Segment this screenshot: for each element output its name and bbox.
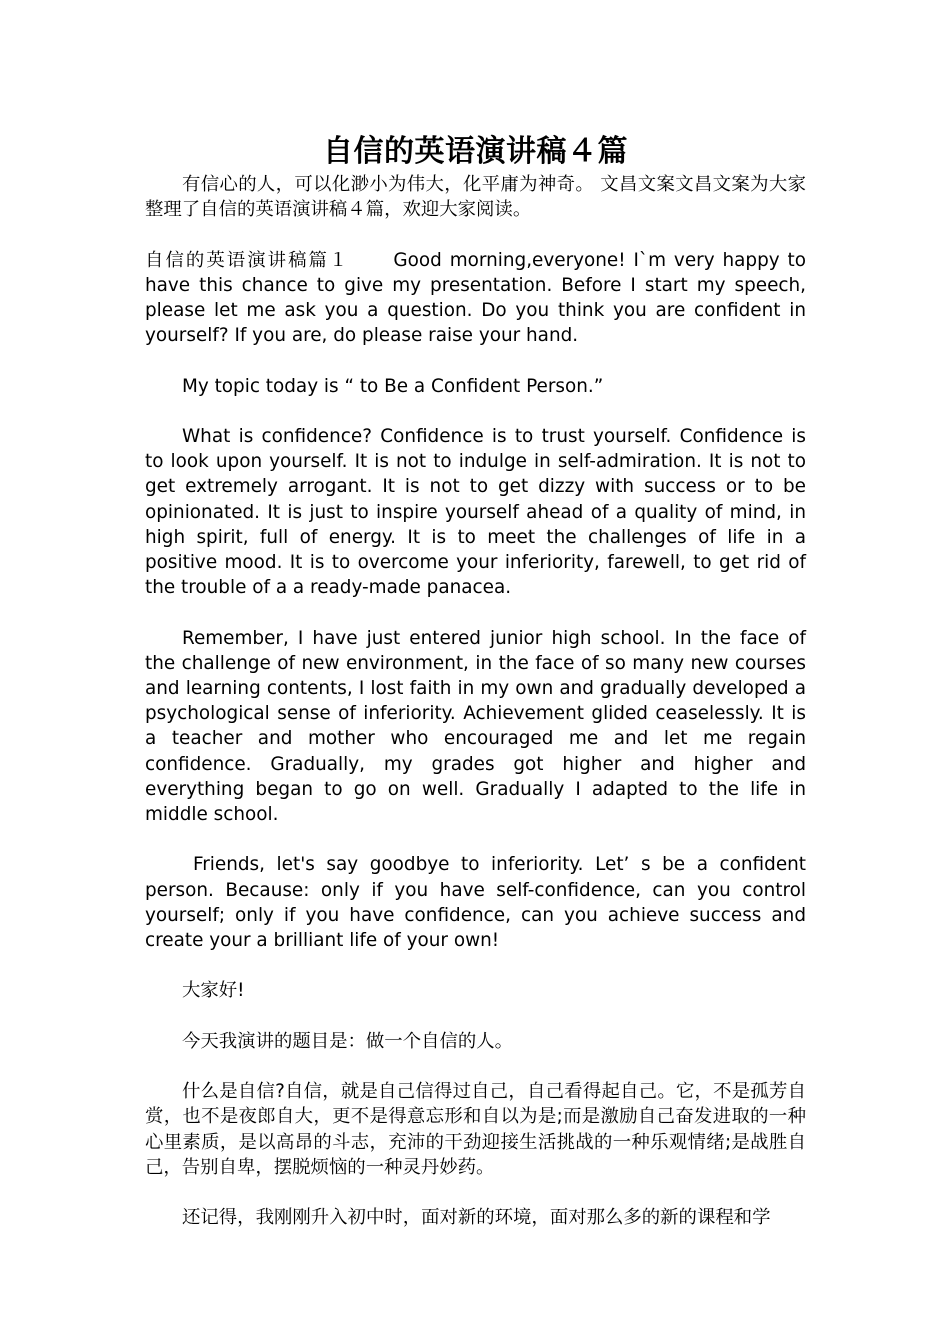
cn-confidence-paragraph: 什么是自信?自信，就是自己信得过自己，自己看得起自己。它，不是孤芳自赏，也不是夜郎自大，更不是得意忘形和自以为是;而是激励自己奋发进取的一种心里素质，是以高昂的斗志，充沛的干劲迎接生活挑战的一种乐观情绪;是战胜自己，告别自卑，摆脱烦恼的一种灵丹妙药。 — [145, 1081, 806, 1178]
paragraph-gap — [145, 348, 806, 373]
paragraph-gap — [145, 222, 806, 247]
paragraph-gap — [145, 827, 806, 852]
paragraph-gap — [145, 1180, 806, 1205]
paragraph-gap — [145, 399, 806, 424]
section-1-opening: Good morning,everyone! I`m very happy to have this chance to give my presentation. Before I start my speech, please let me ask you a question. Do you think you are confident in yourself? If you are, do please raise your hand. — [145, 249, 806, 347]
remember-paragraph: Remember, I have just entered junior high school. In the face of the challenge of new environment, in the face of so many new courses and learning contents, I lost faith in my own and gradually developed a psychological sense of inferiority. Achievement glided ceaselessly. It is a teacher and mother who encouraged me and let me regain confidence. Gradually, my grades got higher and higher and everything began to go on well. Gradually I adapted to the life in middle school. — [145, 627, 806, 826]
friends-paragraph: Friends, let's say goodbye to inferiority. Let’ s be a confident person. Because: only if you have self-confidence, can you control yourself; only if you have confidence, can you achieve success and create your a brilliant life of your own! — [145, 854, 806, 952]
cn-topic-paragraph: 今天我演讲的题目是：做一个自信的人。 — [182, 1030, 514, 1052]
section-1-paragraph — [145, 248, 806, 349]
document-page — [145, 132, 806, 1230]
cn-greeting-paragraph: 大家好! — [182, 980, 245, 1002]
paragraph-gap — [145, 600, 806, 625]
intro-paragraph: 有信心的人，可以化渺小为伟大，化平庸为神奇。 文昌文案文昌文案为大家整理了自信的英语演讲稿４篇，欢迎大家阅读。 — [145, 174, 806, 221]
paragraph-gap — [145, 1004, 806, 1029]
topic-paragraph: My topic today is “ to Be a Confident Person.” — [182, 375, 604, 397]
paragraph-gap — [145, 1054, 806, 1079]
paragraph-gap — [145, 953, 806, 978]
section-1-label: 自信的英语演讲稿篇１ — [145, 249, 350, 271]
cn-remember-paragraph: 还记得，我刚刚升入初中时，面对新的环境，面对那么多的新的课程和学 — [182, 1207, 771, 1229]
confidence-paragraph: What is confidence? Confidence is to trust yourself. Confidence is to look upon yourself. It is not to indulge in self-admiration. It is not to get extremely arrogant. It is not to get dizzy with success or to be opinionated. It is just to inspire yourself ahead of a quality of mind, in high spirit, full of energy. It is to meet the challenges of life in a positive mood. It is to overcome your inferiority, farewell, to get rid of the trouble of a a ready-made panacea. — [145, 425, 806, 599]
document-title: 自信的英语演讲稿４篇 — [323, 134, 628, 169]
